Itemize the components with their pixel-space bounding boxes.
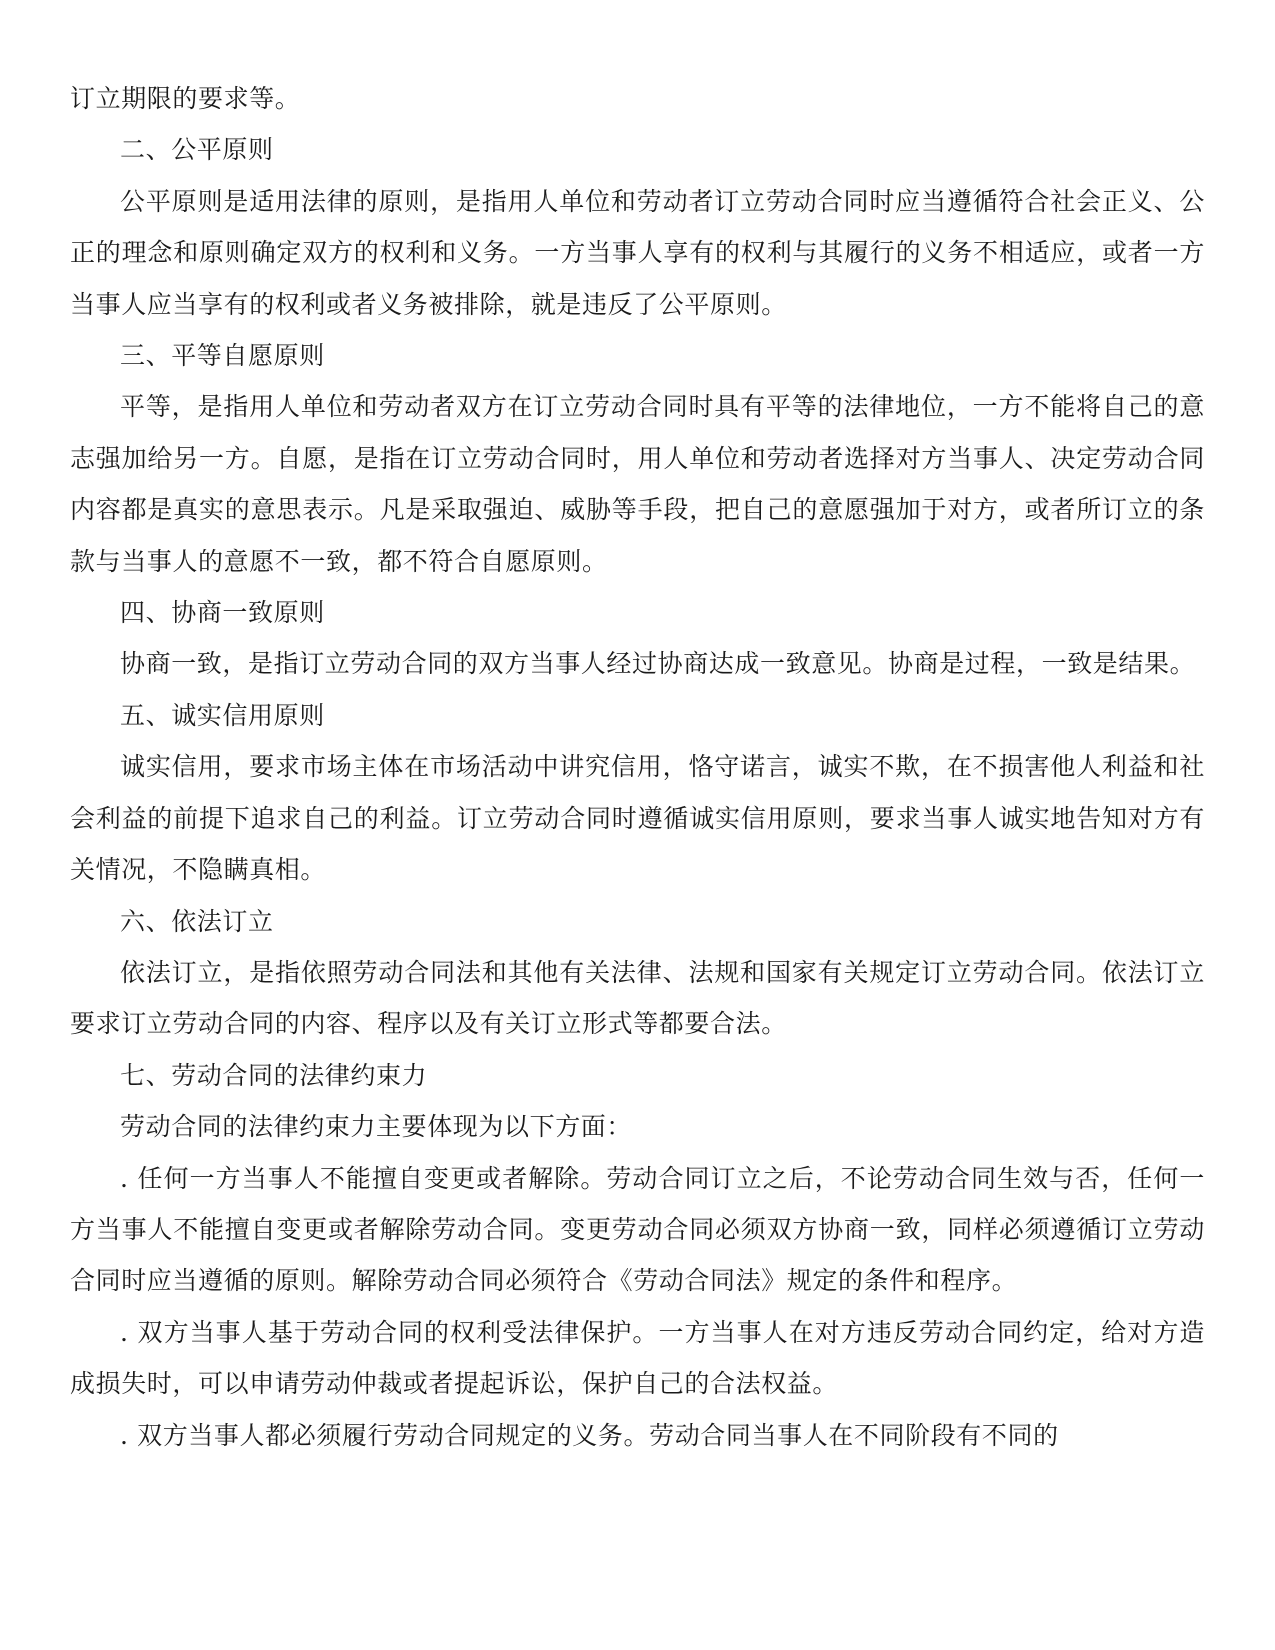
section-heading: 四、协商一致原则	[120, 598, 325, 628]
list-item: . 双方当事人基于劳动合同的权利受法律保护。一方当事人在对方违反劳动合同约定，给对方造成损失时，可以申请劳动仲裁或者提起诉讼，保护自己的合法权益。	[70, 1317, 1205, 1399]
section-heading: 七、劳动合同的法律约束力	[120, 1060, 428, 1090]
body-paragraph: 协商一致，是指订立劳动合同的双方当事人经过协商达成一致意见。协商是过程，一致是结果。	[120, 649, 1196, 679]
document-page	[70, 73, 1205, 1461]
body-paragraph: 诚实信用，要求市场主体在市场活动中讲究信用，恪守诺言，诚实不欺，在不损害他人利益和社会利益的前提下追求自己的利益。订立劳动合同时遵循诚实信用原则，要求当事人诚实地告知对方有关情况，不隐瞒真相。	[70, 752, 1205, 885]
body-paragraph: 订立期限的要求等。	[70, 84, 301, 113]
list-item: . 任何一方当事人不能擅自变更或者解除。劳动合同订立之后，不论劳动合同生效与否，任何一方当事人不能擅自变更或者解除劳动合同。变更劳动合同必须双方协商一致，同样必须遵循订立劳动合同时应当遵循的原则。解除劳动合同必须符合《劳动合同法》规定的条件和程序。	[70, 1163, 1205, 1296]
section-heading: 六、依法订立	[120, 906, 274, 936]
section-heading: 五、诚实信用原则	[120, 700, 325, 730]
body-paragraph: 劳动合同的法律约束力主要体现为以下方面：	[120, 1112, 633, 1142]
section-heading: 二、公平原则	[120, 135, 274, 165]
list-item: . 双方当事人都必须履行劳动合同规定的义务。劳动合同当事人在不同阶段有不同的	[120, 1420, 1059, 1450]
body-paragraph: 平等，是指用人单位和劳动者双方在订立劳动合同时具有平等的法律地位，一方不能将自己的意志强加给另一方。自愿，是指在订立劳动合同时，用人单位和劳动者选择对方当事人、决定劳动合同内容都是真实的意思表示。凡是采取强迫、威胁等手段，把自己的意愿强加于对方，或者所订立的条款与当事人的意愿不一致，都不符合自愿原则。	[70, 392, 1205, 576]
body-paragraph: 依法订立，是指依照劳动合同法和其他有关法律、法规和国家有关规定订立劳动合同。依法订立要求订立劳动合同的内容、程序以及有关订立形式等都要合法。	[70, 957, 1205, 1039]
body-paragraph: 公平原则是适用法律的原则，是指用人单位和劳动者订立劳动合同时应当遵循符合社会正义、公正的理念和原则确定双方的权利和义务。一方当事人享有的权利与其履行的义务不相适应，或者一方当事人应当享有的权利或者义务被排除，就是违反了公平原则。	[70, 186, 1205, 319]
section-heading: 三、平等自愿原则	[120, 341, 325, 371]
